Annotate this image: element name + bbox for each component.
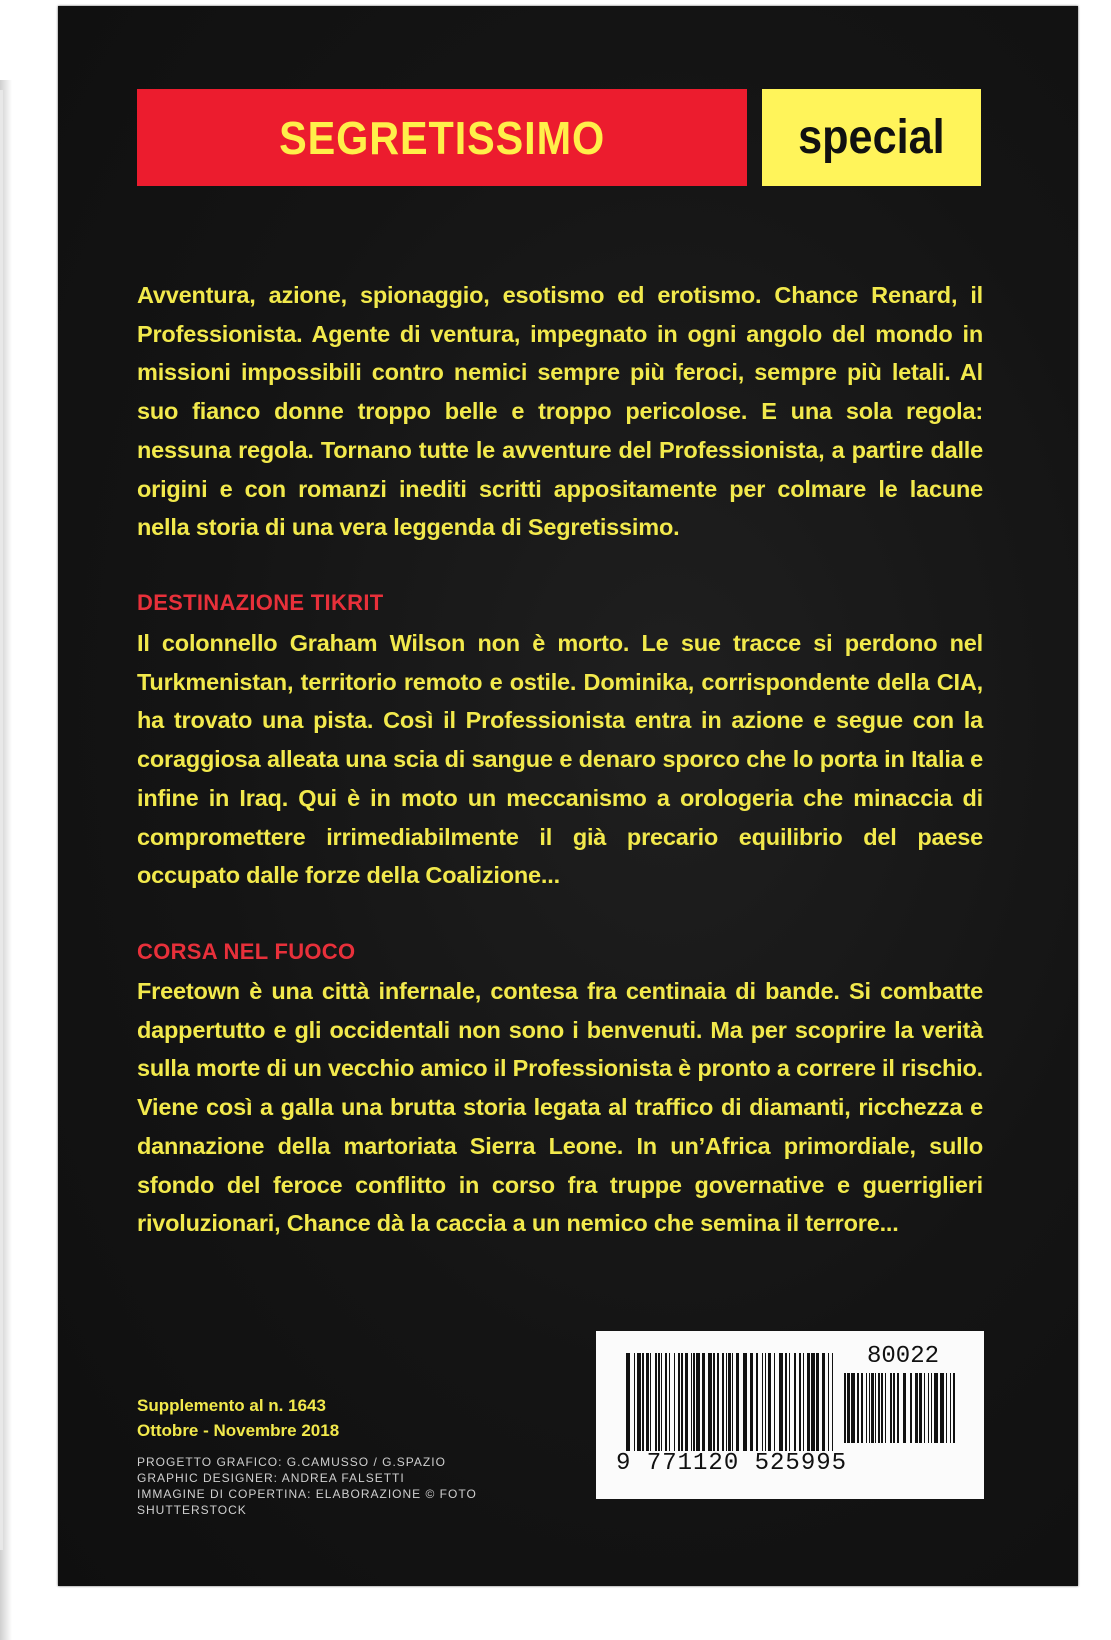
barcode-bar — [871, 1373, 874, 1443]
barcode-bar — [779, 1353, 783, 1451]
barcode-bar — [696, 1353, 700, 1451]
credits — [137, 1454, 477, 1518]
barcode-bar — [847, 1373, 850, 1443]
barcode-bar — [915, 1373, 918, 1443]
barcode-number: 9 771120 525995 — [616, 1450, 848, 1477]
barcode-bar — [655, 1353, 657, 1451]
barcode-bar — [822, 1353, 825, 1451]
credit-line: IMMAGINE DI COPERTINA: ELABORAZIONE © FOTO — [137, 1487, 477, 1501]
barcode-bar — [924, 1373, 925, 1443]
barcode-bar — [890, 1373, 892, 1443]
barcode-bar — [799, 1353, 801, 1451]
barcode-bar — [702, 1353, 705, 1451]
barcode-bar — [785, 1353, 787, 1451]
barcode-bar — [722, 1353, 724, 1451]
barcode-bar — [678, 1353, 680, 1451]
barcode-bar — [661, 1353, 662, 1451]
barcode-bar — [861, 1373, 863, 1443]
page-edge-line — [0, 90, 3, 1550]
barcode-bar — [844, 1373, 846, 1443]
brand-tag: special — [798, 111, 945, 164]
barcode-bar — [669, 1353, 670, 1451]
barcode-bar — [743, 1353, 747, 1451]
barcode-bar — [931, 1373, 932, 1443]
barcode-bar — [816, 1353, 819, 1451]
barcode-bar — [832, 1353, 833, 1451]
barcode-bar — [875, 1373, 876, 1443]
barcode-bar — [665, 1353, 667, 1451]
barcode-bar — [637, 1353, 641, 1451]
barcode-bar — [953, 1373, 955, 1443]
barcode-addon-number: 80022 — [867, 1343, 940, 1370]
barcode-bar — [762, 1353, 763, 1451]
supplement-number: Supplemento al n. 1643 — [137, 1396, 326, 1415]
barcode-bar — [878, 1373, 880, 1443]
barcode-bar — [803, 1353, 804, 1451]
barcode-bar — [881, 1373, 883, 1443]
barcode-bar — [869, 1373, 870, 1443]
barcode-bar — [946, 1373, 947, 1443]
barcode-bar — [765, 1353, 766, 1451]
barcode-bar — [768, 1353, 771, 1451]
barcode-bar — [910, 1373, 912, 1443]
barcode-bar — [674, 1353, 675, 1451]
barcode-bar — [756, 1353, 758, 1451]
barcode-bar — [681, 1353, 683, 1451]
barcode-icon — [626, 1353, 836, 1453]
barcode-bar — [728, 1353, 731, 1451]
barcode-addon-icon — [844, 1373, 956, 1443]
intro-paragraph: Avventura, azione, spionaggio, esotismo ed erotismo. Chance Renard, il Professionista. Agente di ventura, impegnato in ogni angolo del mondo in missioni impossibili contro nemici sempre più feroci, sempre più letali. Al suo fianco donne troppo belle e troppo pericolose. E una sola regola: nessuna regola. Tornano tutte le avventure del Professionista, a partire dalle origini e con romanzi inediti scritti appositamente per colmare le lacune nella storia di una vera leggenda di Segretissimo. — [137, 282, 983, 541]
barcode-bar — [693, 1353, 695, 1451]
barcode-bar — [732, 1353, 733, 1451]
barcode-bar — [934, 1373, 938, 1443]
barcode-bar — [691, 1353, 692, 1451]
barcode-bar — [857, 1373, 859, 1443]
barcode-bar — [807, 1353, 810, 1451]
credit-line: GRAPHIC DESIGNER: ANDREA FALSETTI — [137, 1471, 405, 1485]
credit-line: SHUTTERSTOCK — [137, 1503, 247, 1517]
barcode-bar — [650, 1353, 651, 1451]
section-text-1: Il colonnello Graham Wilson non è morto. Le sue tracce si perdono nel Turkmenistan, territorio remoto e ostile. Dominika, corrispondente della CIA, ha trovato una pista. Così il Professionista entra in azione e segue con la coraggiosa alleata una scia di sangue e denaro sporco che lo porta in Italia e infine in Iraq. Qui è in moto un meccanismo a orologeria che minaccia di compromettere irrimediabilmente il già precario equilibrio del paese occupato dalle forze della Coalizione... — [137, 630, 983, 889]
barcode-bar — [717, 1353, 719, 1451]
barcode-bar — [885, 1373, 886, 1443]
barcode-bar — [919, 1373, 922, 1443]
barcode-bar — [789, 1353, 790, 1451]
supplement-date: Ottobre - Novembre 2018 — [137, 1421, 340, 1440]
barcode-bar — [928, 1373, 929, 1443]
barcode-bar — [736, 1353, 739, 1451]
barcode-bar — [646, 1353, 649, 1451]
barcode-bar — [851, 1373, 855, 1443]
barcode-bar — [893, 1373, 895, 1443]
barcode-bar — [726, 1353, 727, 1451]
barcode-bar — [626, 1353, 630, 1451]
barcode-bar — [658, 1353, 660, 1451]
barcode-bar — [811, 1353, 815, 1451]
section-heading-1: DESTINAZIONE TIKRIT — [137, 590, 384, 615]
barcode-bar — [642, 1353, 644, 1451]
brand-banner — [137, 89, 747, 186]
barcode-bar — [950, 1373, 951, 1443]
credit-line: PROGETTO GRAFICO: G.CAMUSSO / G.SPAZIO — [137, 1455, 446, 1469]
barcode-bar — [794, 1353, 796, 1451]
barcode-bar — [774, 1353, 775, 1451]
barcode-bar — [634, 1353, 635, 1451]
section-text-2: Freetown è una città infernale, contesa fra centinaia di bande. Si combatte dappertutto e gli occidentali non sono i benvenuti. Ma per scoprire la verità sulla morte di un vecchio amico il Professionista è pronto a correre il rischio. Viene così a galla una brutta storia legata al traffico di diamanti, ricchezza e dannazione della martoriata Sierra Leone. In un’Africa primordiale, sullo sfondo del feroce conflitto in corso fra truppe governative e guerriglieri rivoluzionari, Chance dà la caccia a un nemico che semina il terrore... — [137, 978, 983, 1237]
barcode-bar — [708, 1353, 712, 1451]
barcode-bar — [713, 1353, 715, 1451]
book-back-cover — [58, 6, 1078, 1586]
section-heading-2: CORSA NEL FUOCO — [137, 939, 356, 964]
barcode-bar — [897, 1373, 899, 1443]
barcode-bar — [866, 1373, 867, 1443]
brand-title: SEGRETISSIMO — [279, 111, 605, 164]
barcode-bar — [828, 1353, 829, 1451]
barcode-box — [596, 1331, 984, 1499]
barcode-bar — [750, 1353, 753, 1451]
barcode-bar — [685, 1353, 688, 1451]
barcode-bar — [903, 1373, 906, 1443]
special-banner — [762, 89, 981, 186]
barcode-bar — [940, 1373, 944, 1443]
